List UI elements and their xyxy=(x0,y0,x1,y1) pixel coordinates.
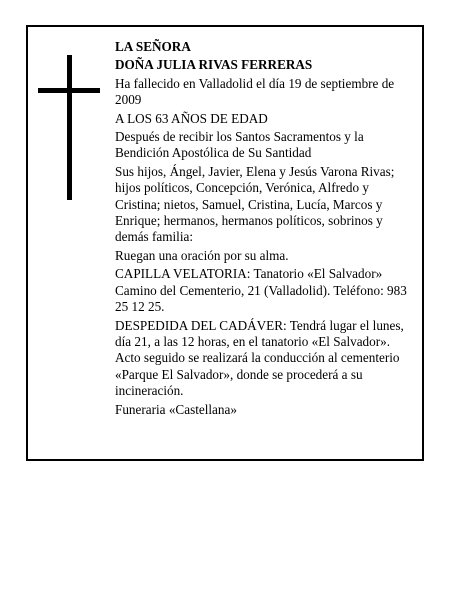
family-text: Sus hijos, Ángel, Javier, Elena y Jesús Varona Rivas; hijos políticos, Concepción, Verónica, Alfredo y Cristina; nietos, Samuel, Cristina, Lucía, Marcos y Enrique; hermanos, hermanos políticos, sobrinos y demás familia: xyxy=(115,163,395,245)
farewell-text: DESPEDIDA DEL CADÁVER: Tendrá lugar el lunes, día 21, a las 12 horas, en el tanatorio «El Salvador». Acto seguido se realizará la conducción al cementerio «Parque El Salvador», donde se procederá a su incineración. xyxy=(115,317,404,399)
funeral-home-text: Funeraria «Castellana» xyxy=(115,401,237,417)
death-date-text: Ha fallecido en Valladolid el día 19 de septiembre de 2009 xyxy=(115,75,395,108)
prayer-request-text: Ruegan una oración por su alma. xyxy=(115,247,289,263)
cross-vertical-bar xyxy=(67,55,72,200)
cross-horizontal-bar xyxy=(38,88,100,93)
obituary-notice xyxy=(26,25,424,461)
sacraments-text: Después de recibir los Santos Sacramentos y la Bendición Apostólica de Su Santidad xyxy=(115,129,364,161)
obituary-text xyxy=(115,39,411,420)
latin-cross-icon xyxy=(38,55,100,200)
age-text: A LOS 63 AÑOS DE EDAD xyxy=(115,110,268,126)
title-line-1: LA SEÑORA xyxy=(115,39,191,54)
deceased-name: DOÑA JULIA RIVAS FERRERAS xyxy=(115,57,313,73)
wake-chapel-text: CAPILLA VELATORIA: Tanatorio «El Salvador» Camino del Cementerio, 21 (Valladolid). Teléfono: 983 25 12 25. xyxy=(115,266,407,315)
